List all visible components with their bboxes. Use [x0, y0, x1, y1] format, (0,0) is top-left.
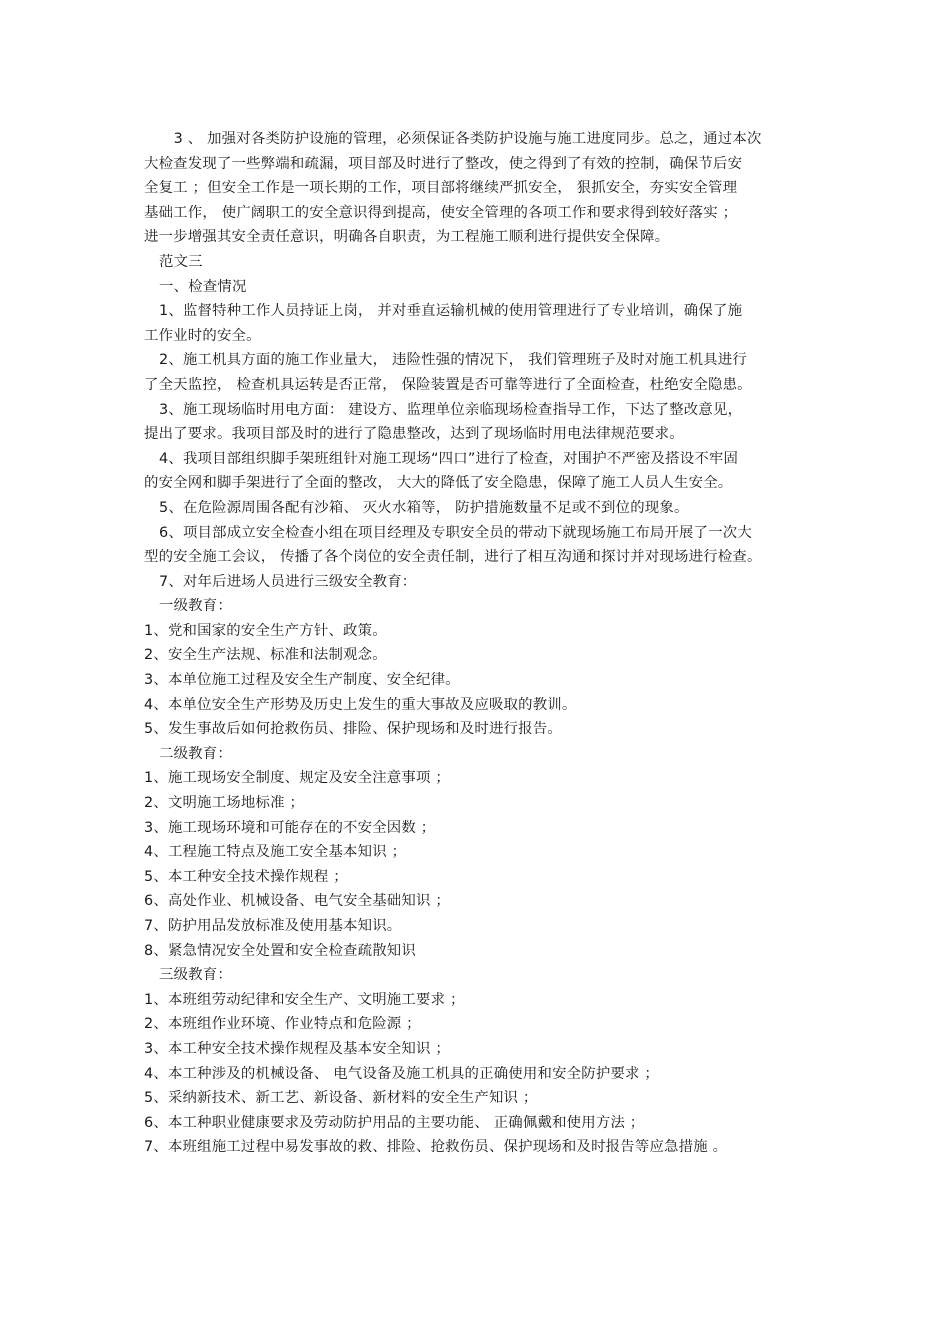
text-line: 4、工程施工特点及施工安全基本知识 ；: [144, 844, 407, 861]
text-line: 的安全网和脚手架进行了全面的整改， 大大的降低了安全隐患，保障了施工人员人生安全。: [144, 475, 733, 492]
text-line: 3、本单位施工过程及安全生产制度、安全纪律。: [144, 672, 460, 689]
text-line: 6、项目部成立安全检查小组在项目经理及专职安全员的带动下就现场施工布局开展了一次大: [159, 524, 752, 541]
text-line: 8、紧急情况安全处置和安全检查疏散知识: [144, 942, 416, 959]
text-line: 7、本班组施工过程中易发事故的救、排险、抢救伤员、保护现场和及时报告等应急措施 。: [144, 1139, 728, 1156]
text-line: 4、本单位安全生产形势及历史上发生的重大事故及应吸取的教训。: [144, 696, 577, 713]
text-line: 2、安全生产法规、标准和法制观念。: [144, 647, 387, 664]
text-line: 范文三: [159, 253, 203, 270]
text-line: 一级教育：: [159, 598, 232, 615]
text-line: 了全天监控， 检查机具运转是否正常， 保险装置是否可靠等进行了全面检查，杜绝安全隐患。: [144, 376, 752, 393]
text-line: 1、党和国家的安全生产方针、政策。: [144, 622, 387, 639]
text-line: 基础工作， 使广阔职工的安全意识得到提高，使安全管理的各项工作和要求得到较好落实 ；: [144, 204, 738, 221]
text-line: 1、本班组劳动纪律和安全生产、文明施工要求 ；: [144, 991, 465, 1008]
text-line: 大检查发现了一些弊端和疏漏，项目部及时进行了整改，使之得到了有效的控制，确保节后安: [144, 155, 743, 172]
text-line: 3 、 加强对各类防护设施的管理，必须保证各类防护设施与施工进度同步。总之，通过本次: [159, 131, 762, 147]
document-body: [144, 127, 824, 1160]
text-line: 7、防护用品发放标准及使用基本知识。: [144, 918, 402, 934]
text-line: 三级教育：: [159, 967, 232, 984]
text-line: 3、施工现场临时用电方面： 建设方、监理单位亲临现场检查指导工作，下达了整改意见，: [159, 401, 743, 418]
text-line: 5、在危险源周围各配有沙箱、 灭火水箱等， 防护措施数量不足或不到位的现象。: [159, 499, 689, 516]
text-line: 5、发生事故后如何抢救伤员、排险、保护现场和及时进行报告。: [144, 721, 562, 738]
text-line: 提出了要求。我项目部及时的进行了隐患整改，达到了现场临时用电法律规范要求。: [144, 426, 684, 443]
text-line: 6、本工种职业健康要求及劳动防护用品的主要功能、 正确佩戴和使用方法 ；: [144, 1114, 645, 1131]
text-line: 3、本工种安全技术操作规程及基本安全知识 ；: [144, 1040, 450, 1057]
text-line: 4、本工种涉及的机械设备、 电气设备及施工机具的正确使用和安全防护要求 ；: [144, 1065, 659, 1082]
text-line: 6、高处作业、机械设备、电气安全基础知识 ；: [144, 893, 450, 910]
text-line: 工作业时的安全。: [144, 327, 261, 344]
text-line: 2、施工机具方面的施工作业量大， 违险性强的情况下， 我们管理班子及时对施工机具进行: [159, 352, 747, 369]
text-line: 3、施工现场环境和可能存在的不安全因数 ；: [144, 819, 436, 836]
text-line: 一、检查情况: [159, 278, 247, 295]
text-line: 1、施工现场安全制度、规定及安全注意事项 ；: [144, 770, 450, 787]
text-line: 二级教育：: [159, 745, 232, 762]
text-line: 1、监督特种工作人员持证上岗， 并对垂直运输机械的使用管理进行了专业培训，确保了施: [159, 303, 743, 320]
text-line: 2、本班组作业环境、作业特点和危险源 ；: [144, 1016, 421, 1033]
text-line: 全复工 ；但安全工作是一项长期的工作，项目部将继续严抓安全， 狠抓安全，夯实安全管理: [144, 180, 738, 197]
text-line: 5、采纳新技术、新工艺、新设备、新材料的安全生产知识 ；: [144, 1090, 538, 1107]
text-line: 5、本工种安全技术操作规程 ；: [144, 868, 348, 885]
text-line: 型的安全施工会议， 传播了各个岗位的安全责任制，进行了相互沟通和探讨并对现场进行检查。: [144, 549, 762, 566]
text-line: 7、对年后进场人员进行三级安全教育：: [159, 573, 417, 590]
text-line: 4、我项目部组织脚手架班组针对施工现场“四口”进行了检查，对围护不严密及搭设不牢固: [159, 450, 739, 467]
text-line: 进一步增强其安全责任意识，明确各自职责，为工程施工顺利进行提供安全保障。: [144, 229, 670, 246]
text-line: 2、文明施工场地标准 ；: [144, 795, 305, 812]
